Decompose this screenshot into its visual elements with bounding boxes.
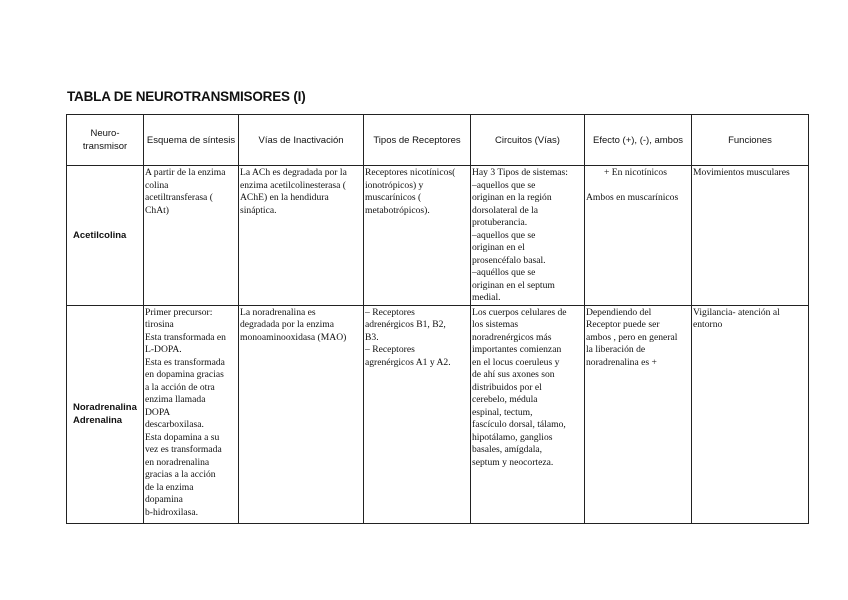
cell-line: de ahí sus axones son	[472, 369, 555, 380]
cell-line: espinal, tectum,	[472, 406, 533, 418]
cell-sintesis	[144, 166, 239, 306]
row-neurotransmitter-name	[67, 305, 144, 523]
cell-line: dopamina	[145, 494, 183, 505]
cell-receptores	[364, 305, 471, 523]
cell-sintesis	[144, 305, 239, 523]
cell-line: noradrenérgicos más	[472, 331, 552, 343]
cell-line: enzima acetilcolinesterasa (	[240, 179, 347, 191]
cell-line: enzima llamada	[145, 394, 206, 405]
cell-line-blank	[586, 180, 691, 193]
cell-line: en dopamina gracias	[145, 369, 224, 380]
cell-line: noradrenalina es +	[586, 356, 657, 368]
cell-efecto	[585, 305, 692, 523]
row-name-line: Acetilcolina	[73, 229, 127, 241]
cell-line: vez es transformada	[145, 444, 222, 455]
document-title: TABLA DE NEUROTRANSMISORES (I)	[67, 89, 306, 104]
cell-line: descarboxilasa.	[145, 419, 204, 430]
table-row	[67, 305, 809, 523]
cell-efecto	[585, 166, 692, 306]
cell-line: –aquéllos que se	[472, 267, 536, 278]
cell-line: entorno	[693, 319, 723, 330]
cell-line: protuberancia.	[472, 217, 528, 228]
header-inactivacion: Vías de Inactivación	[239, 115, 364, 166]
cell-line: septum y neocorteza.	[472, 456, 554, 468]
cell-line: DOPA	[145, 406, 171, 418]
cell-line: dorsolateral de la	[472, 204, 539, 216]
cell-line: – Receptores	[365, 306, 415, 318]
cell-line: acetiltransferasa (	[145, 192, 213, 203]
cell-circuitos	[471, 305, 585, 523]
cell-line: colina	[145, 179, 169, 191]
cell-line: la liberación de	[586, 344, 646, 355]
cell-line: hipotálamo, ganglios	[472, 431, 553, 443]
cell-line: Hay 3 Tipos de sistemas:	[472, 167, 568, 178]
cell-line: Esta transformada en	[145, 331, 226, 343]
cell-line: muscarínicos (	[365, 192, 422, 203]
header-neurotransmisor-line: transmisor	[82, 141, 128, 152]
header-circuitos: Circuitos (Vías)	[471, 115, 585, 166]
cell-line: sináptica.	[240, 204, 277, 216]
cell-line: b-hidroxilasa.	[145, 506, 199, 518]
cell-line: Receptor puede ser	[586, 319, 660, 330]
cell-line: – Receptores	[365, 344, 415, 355]
cell-circuitos	[471, 166, 585, 306]
header-neurotransmisor	[67, 115, 144, 166]
header-neurotransmisor-line: Neuro-	[90, 128, 120, 139]
cell-line: Receptores nicotínicos(	[365, 167, 456, 178]
cell-line: tirosina	[145, 319, 174, 330]
cell-line: cerebelo, médula	[472, 394, 538, 405]
cell-line: los sistemas	[472, 319, 519, 330]
cell-line: Dependiendo del	[586, 306, 652, 318]
cell-line: La noradrenalina es	[240, 306, 316, 318]
cell-line: Vigilancia- atención al	[693, 306, 780, 318]
cell-line: monoaminooxidasa (MAO)	[240, 331, 347, 343]
row-name-line: Adrenalina	[73, 415, 123, 426]
cell-line: ChAt)	[145, 204, 169, 216]
cell-line: originan en el septum	[472, 279, 555, 291]
cell-line: degradada por la enzima	[240, 319, 335, 330]
cell-line: medial.	[472, 292, 501, 303]
cell-inactivacion	[239, 305, 364, 523]
header-receptores: Tipos de Receptores	[364, 115, 471, 166]
cell-line: ambos , pero en general	[586, 331, 678, 343]
cell-line: La ACh es degradada por la	[240, 167, 347, 178]
cell-line: Movimientos musculares	[693, 167, 790, 178]
cell-funciones	[692, 305, 809, 523]
cell-line: B3.	[365, 331, 379, 343]
cell-line: –aquellos que se	[472, 179, 536, 191]
header-efecto: Efecto (+), (-), ambos	[585, 115, 692, 166]
cell-line: L-DOPA.	[145, 344, 182, 355]
cell-line: AChE) en la hendidura	[240, 192, 329, 203]
cell-line: gracias a la acción	[145, 469, 216, 480]
cell-line: en noradrenalina	[145, 456, 210, 468]
neurotransmitters-table	[66, 114, 809, 524]
row-neurotransmitter-name	[67, 166, 144, 306]
cell-line: de la enzima	[145, 481, 194, 493]
cell-line: + En nicotínicos	[604, 167, 667, 178]
table-row	[67, 166, 809, 306]
cell-line: Primer precursor:	[145, 306, 213, 318]
cell-line: agrenérgicos A1 y A2.	[365, 356, 451, 368]
cell-line: ionotrópicos) y	[365, 179, 424, 191]
header-funciones: Funciones	[692, 115, 809, 166]
cell-line: a la acción de otra	[145, 381, 215, 393]
cell-funciones	[692, 166, 809, 306]
cell-line: fascículo dorsal, tálamo,	[472, 419, 566, 430]
cell-line: adrenérgicos B1, B2,	[365, 319, 446, 330]
cell-line: originan en el	[472, 242, 525, 253]
cell-line: originan en la región	[472, 192, 552, 203]
cell-line: distribuidos por el	[472, 381, 542, 393]
cell-line: Esta dopamina a su	[145, 431, 220, 443]
cell-line: Los cuerpos celulares de	[472, 306, 567, 318]
cell-line: –aquellos que se	[472, 229, 536, 241]
cell-line: A partir de la enzima	[145, 167, 226, 178]
cell-receptores	[364, 166, 471, 306]
cell-line: importantes comienzan	[472, 344, 562, 355]
cell-line: prosencéfalo basal.	[472, 254, 546, 266]
cell-inactivacion	[239, 166, 364, 306]
cell-line: Ambos en muscarínicos	[586, 192, 679, 203]
cell-line: en el locus coeruleus y	[472, 356, 560, 368]
cell-line: basales, amígdala,	[472, 444, 543, 455]
cell-line: metabotrópicos).	[365, 204, 430, 216]
table-header-row	[67, 115, 809, 166]
cell-line: Esta es transformada	[145, 356, 225, 368]
header-sintesis: Esquema de síntesis	[144, 115, 239, 166]
row-name-line: Noradrenalina	[73, 402, 137, 413]
